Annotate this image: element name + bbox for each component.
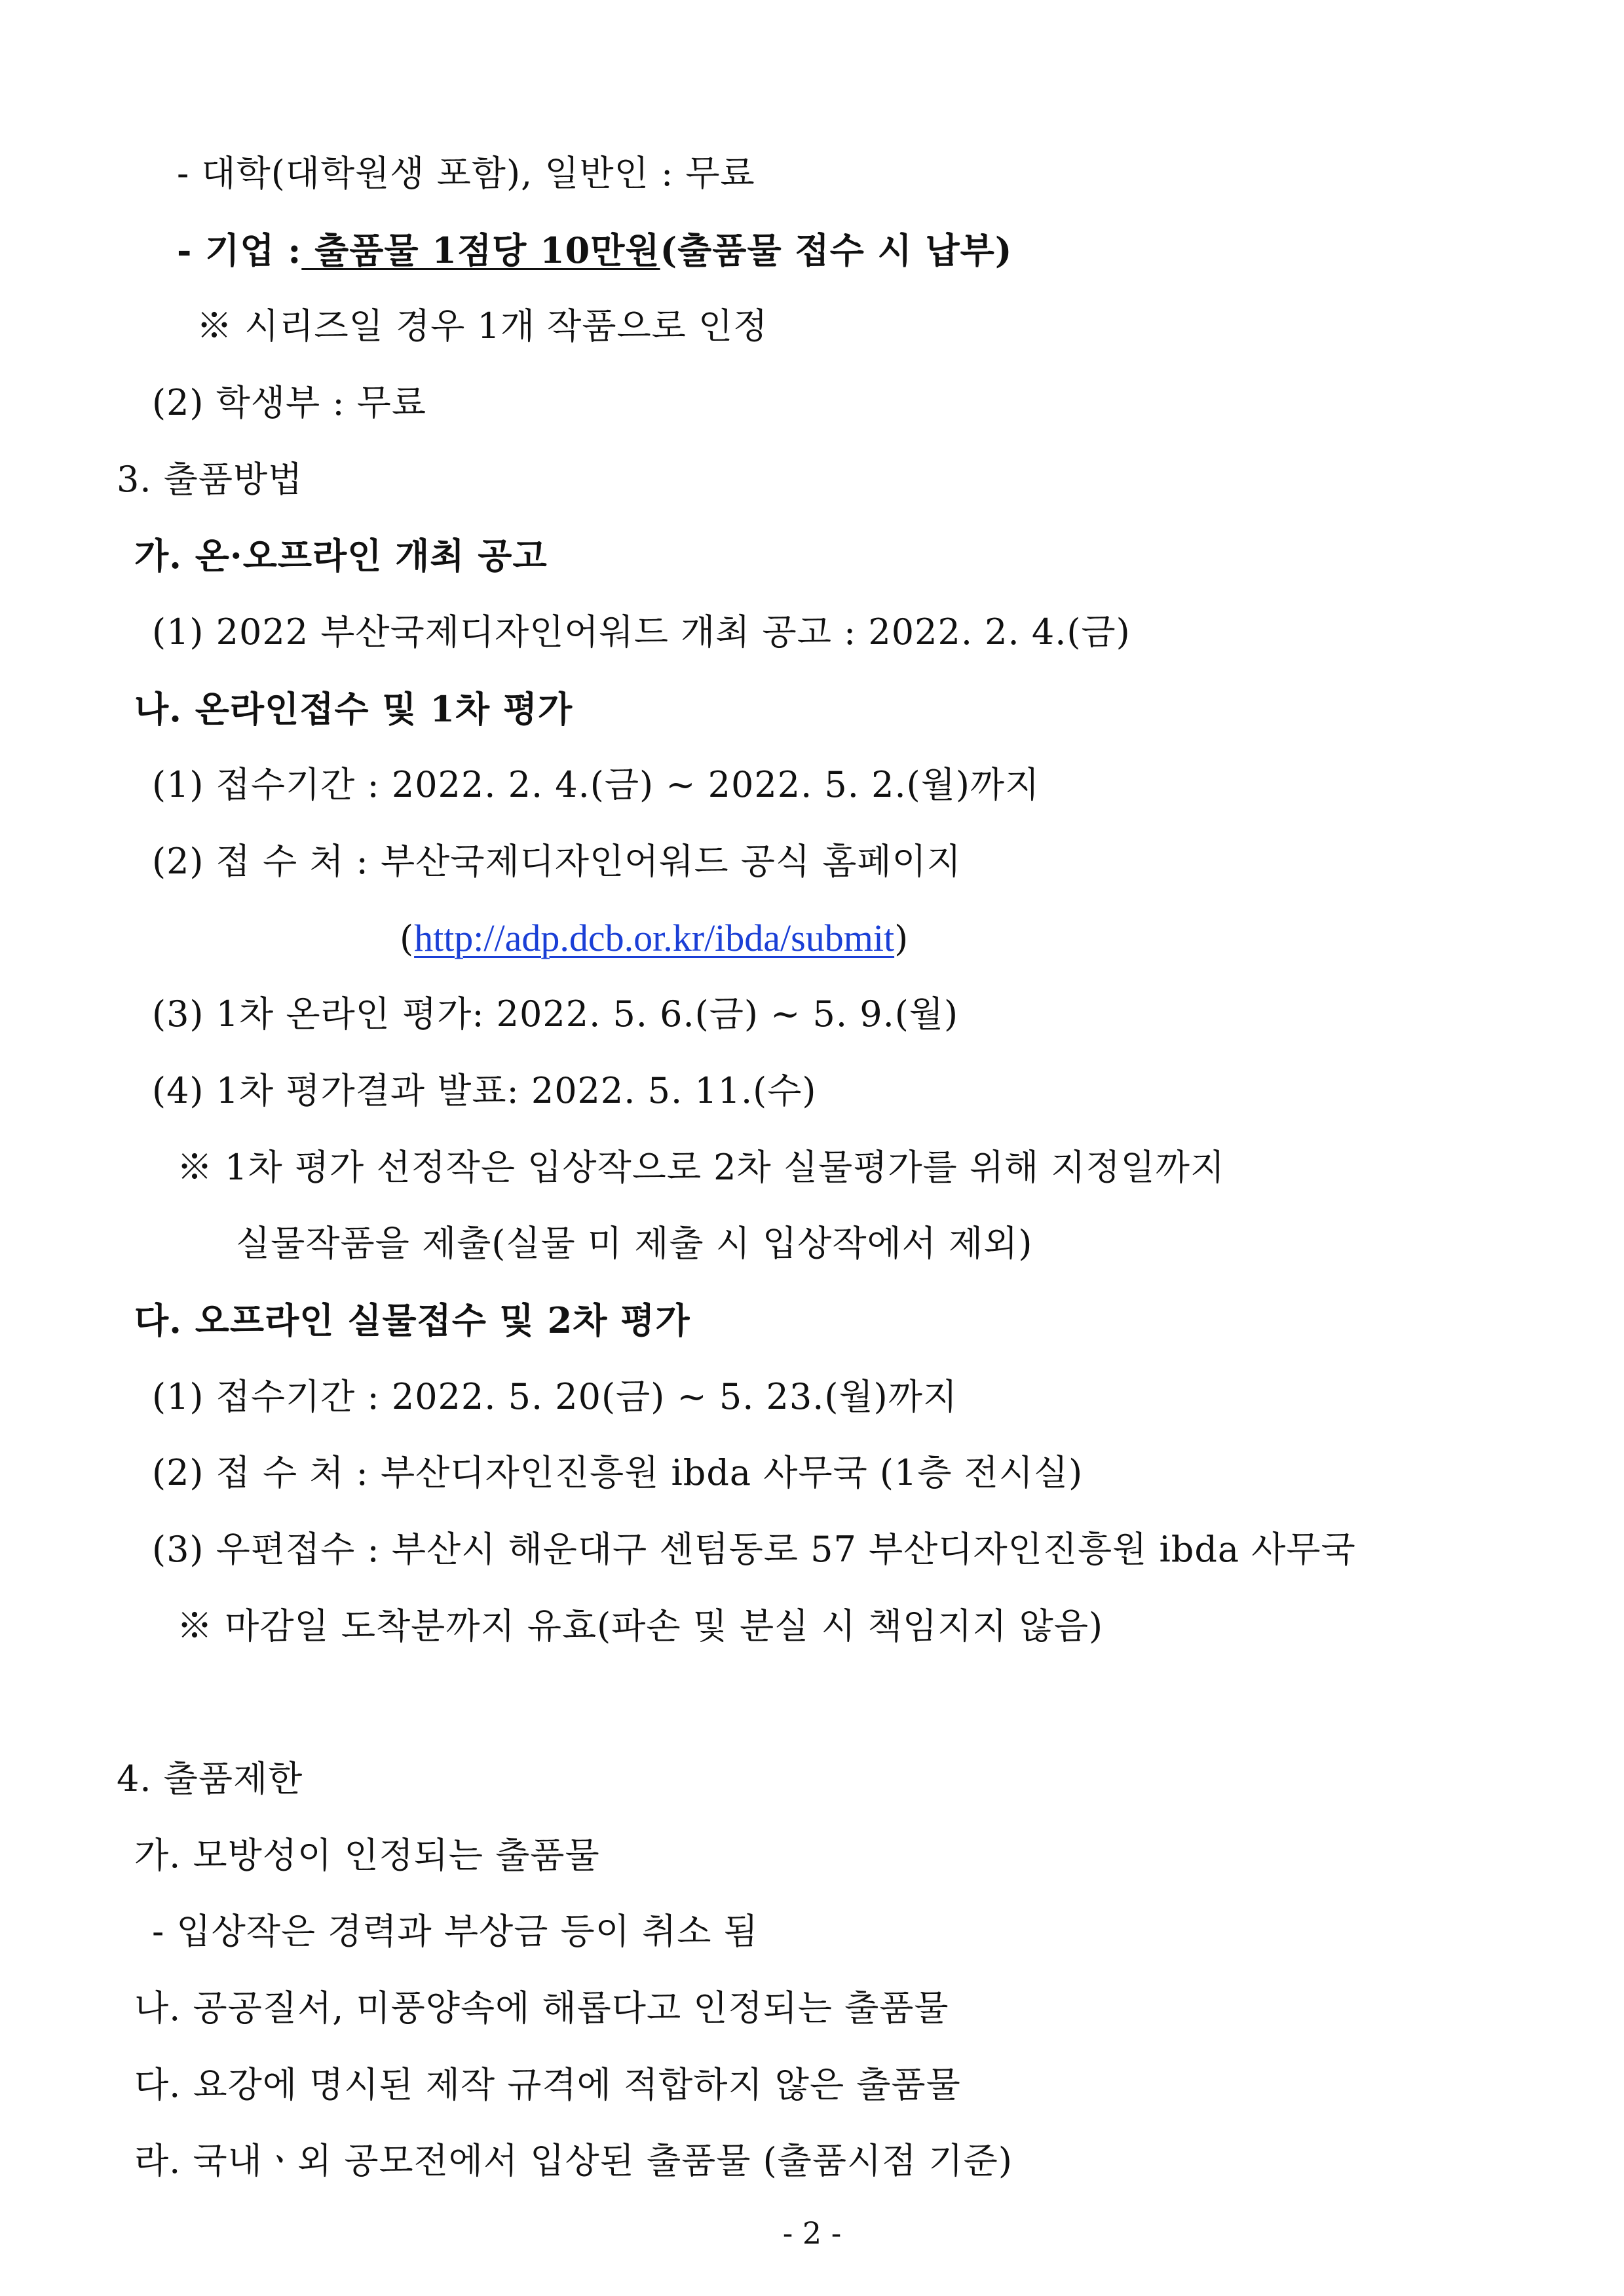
url-open-paren: ( <box>400 918 415 959</box>
fee-company-note: (출품물 접수 시 납부) <box>660 229 1013 271</box>
restriction-na-line: 나. 공공질서, 미풍양속에 해롭다고 인정되는 출품물 <box>134 1987 949 2029</box>
restriction-ra-line: 라. 국내ㆍ외 공모전에서 입상된 출품물 (출품시점 기준) <box>134 2140 1013 2181</box>
restriction-ga-note: - 입상작은 경력과 부상금 등이 취소 됨 <box>152 1911 759 1952</box>
subsection-ga-heading: 가. 온·오프라인 개최 공고 <box>134 535 548 577</box>
section-4-heading: 4. 출품제한 <box>117 1758 303 1799</box>
subsection-da-heading: 다. 오프라인 실물접수 및 2차 평가 <box>134 1299 690 1341</box>
offline-period-line: (1) 접수기간 : 2022. 5. 20(금) ~ 5. 23.(월)까지 <box>152 1376 958 1417</box>
series-note: ※ 시리즈일 경우 1개 작품으로 인정 <box>197 305 768 347</box>
deadline-note-line: ※ 마감일 도착분까지 유효(파손 및 분실 시 책임지지 않음) <box>177 1605 1104 1647</box>
submit-url-line <box>400 915 909 962</box>
fee-university-line: - 대학(대학원생 포함), 일반인 : 무료 <box>177 153 755 194</box>
online-evaluation-line: (3) 1차 온라인 평가: 2022. 5. 6.(금) ~ 5. 9.(월) <box>152 993 959 1035</box>
subsection-na-heading: 나. 온라인접수 및 1차 평가 <box>134 688 573 730</box>
offline-place-line: (2) 접 수 처 : 부산디자인진흥원 ibda 사무국 (1층 전시실) <box>152 1452 1084 1493</box>
fee-company-label: - 기업 : <box>177 229 302 271</box>
mail-submission-line: (3) 우편접수 : 부산시 해운대구 센텀동로 57 부산디자인진흥원 ibda 사무국 <box>152 1529 1356 1570</box>
section-3-heading: 3. 출품방법 <box>117 459 303 500</box>
page-number: - 2 - <box>782 2215 842 2251</box>
restriction-ga-line: 가. 모방성이 인정되는 출품물 <box>134 1835 600 1876</box>
online-period-line: (1) 접수기간 : 2022. 2. 4.(금) ~ 2022. 5. 2.(월)까지 <box>152 764 1040 805</box>
fee-student-line: (2) 학생부 : 무료 <box>152 382 426 423</box>
fee-company-amount: 출품물 1점당 10만원 <box>301 229 660 271</box>
url-close-paren: ) <box>894 918 909 959</box>
selection-note-line-2: 실물작품을 제출(실물 미 제출 시 입상작에서 제외) <box>236 1223 1033 1264</box>
announcement-line: (1) 2022 부산국제디자인어워드 개최 공고 : 2022. 2. 4.(금) <box>152 611 1131 653</box>
online-place-line: (2) 접 수 처 : 부산국제디자인어워드 공식 홈페이지 <box>152 841 962 882</box>
evaluation-result-line: (4) 1차 평가결과 발표: 2022. 5. 11.(수) <box>152 1070 817 1111</box>
restriction-da-line: 다. 요강에 명시된 제작 규격에 적합하지 않은 출품물 <box>134 2064 961 2105</box>
submit-url-link[interactable]: http://adp.dcb.or.kr/ibda/submit <box>414 917 895 959</box>
selection-note-line-1: ※ 1차 평가 선정작은 입상작으로 2차 실물평가를 위해 지정일까지 <box>177 1147 1226 1188</box>
fee-company-line <box>177 227 1012 273</box>
